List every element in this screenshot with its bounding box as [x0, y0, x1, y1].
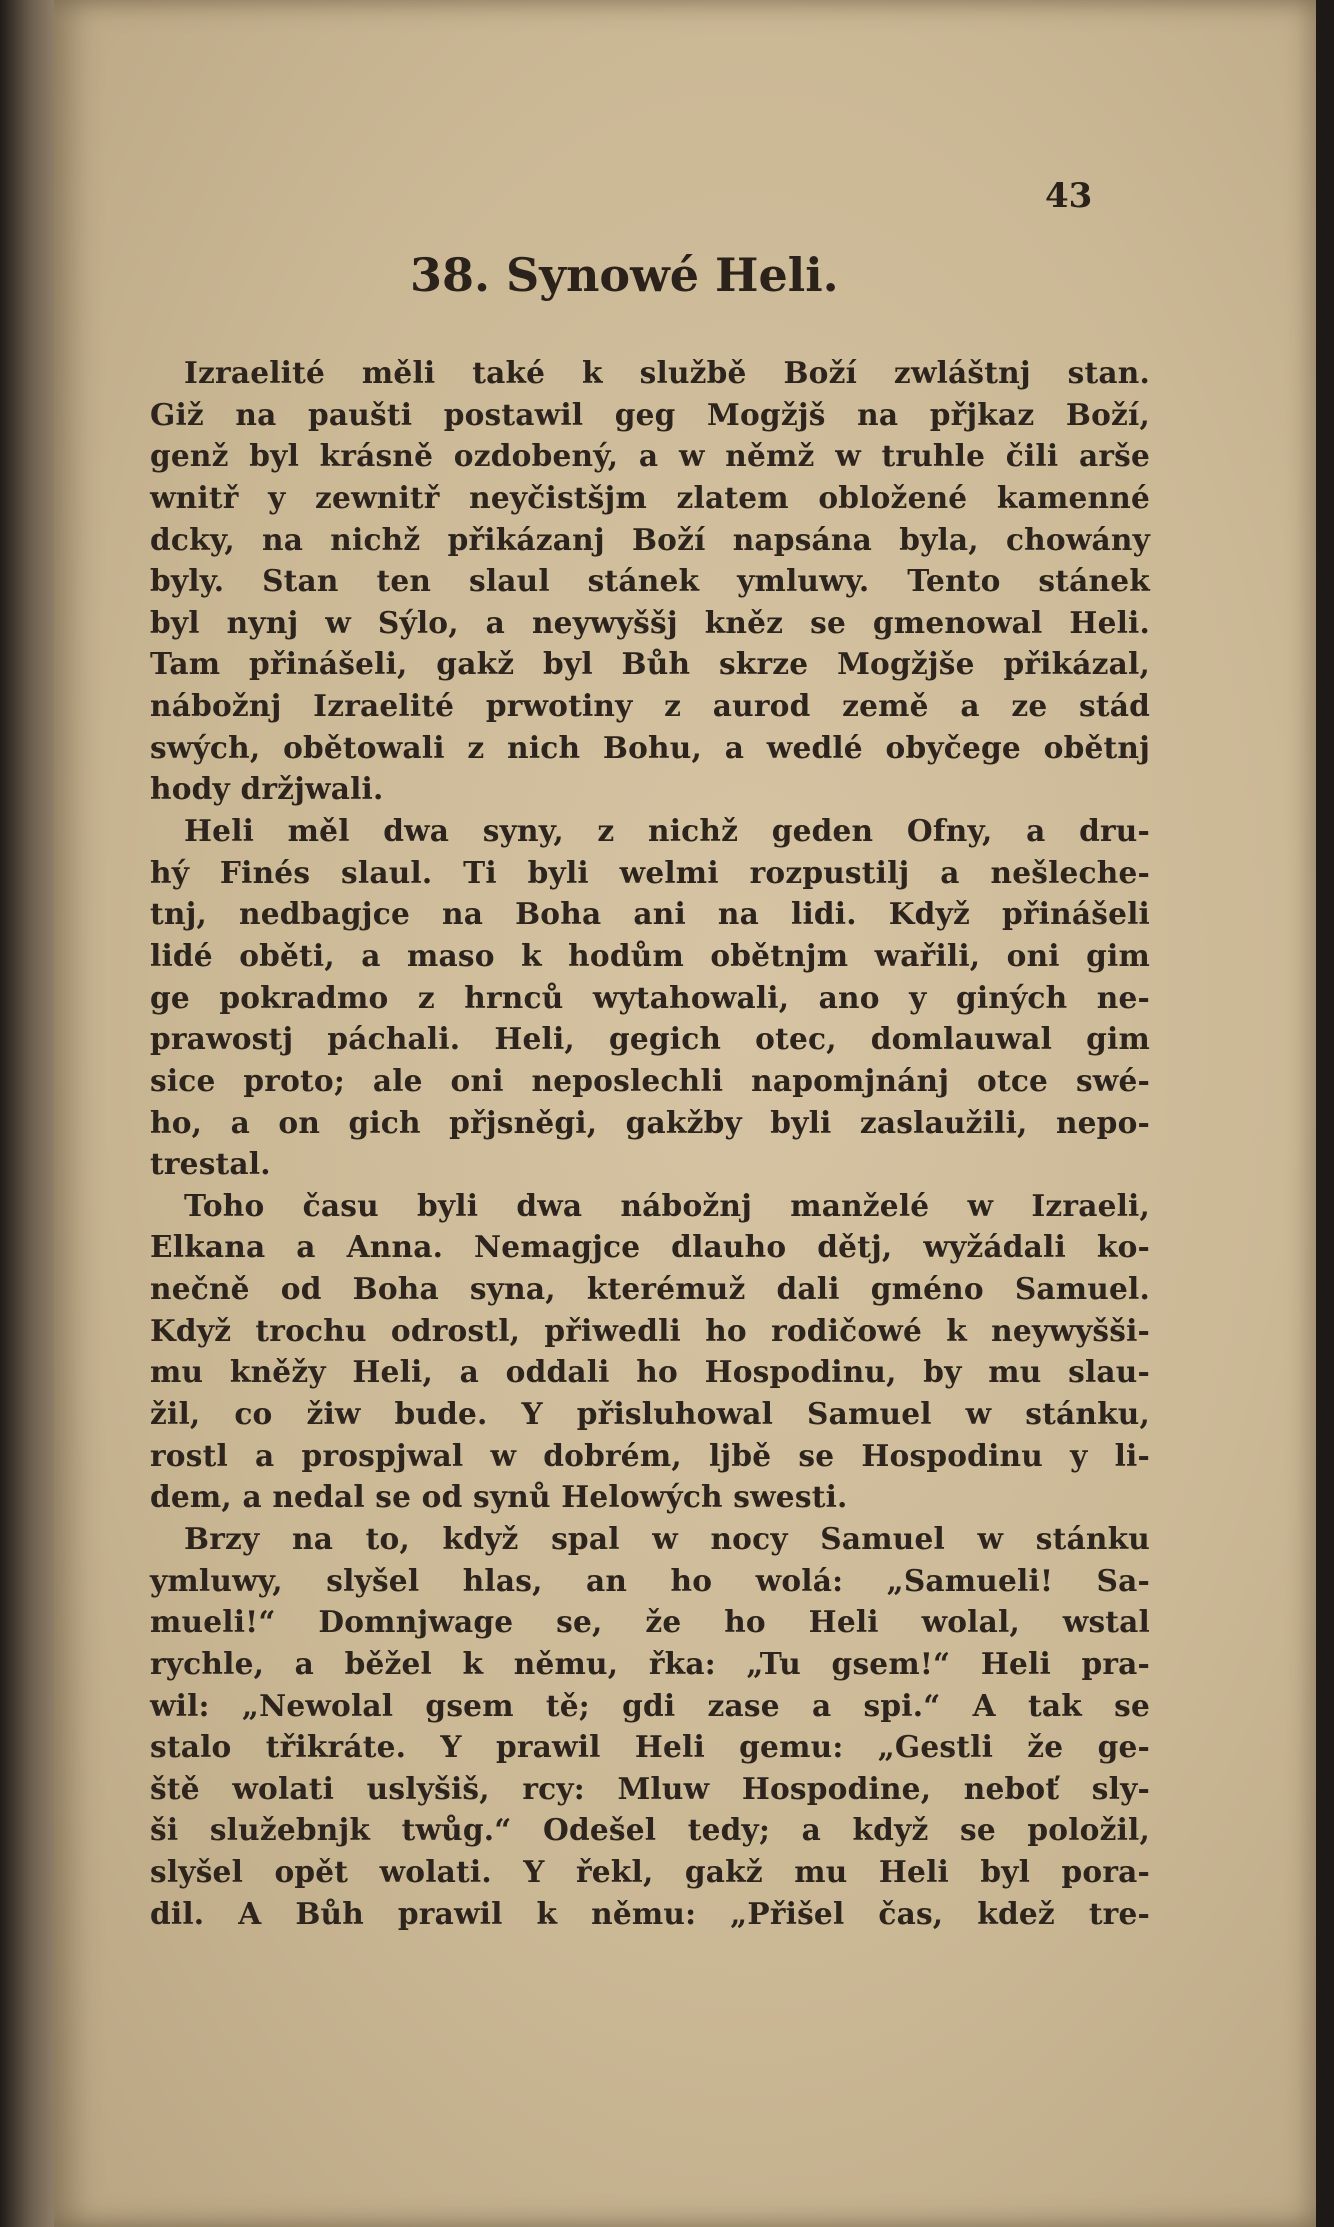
text-line: lidé oběti, a maso k hodům obětnjm wařili, oni gim [150, 937, 1150, 973]
text-line: rostl a prospjwal w dobrém, ljbě se Hospodinu y li- [150, 1437, 1150, 1473]
text-line: Toho času byli dwa nábožnj manželé w Izraeli, [184, 1187, 1150, 1223]
text-line: Brzy na to, když spal w nocy Samuel w stánku [184, 1520, 1150, 1556]
text-line: ymluwy, slyšel hlas, an ho wolá: „Samueli! Sa- [150, 1562, 1150, 1598]
text-line: ště wolati uslyšiš, rcy: Mluw Hospodine, neboť sly- [150, 1770, 1150, 1806]
text-line: tnj, nedbagjce na Boha ani na lidi. Když přinášeli [150, 896, 1150, 932]
text-line: nečně od Boha syna, kterémuž dali gméno Samuel. [150, 1271, 1150, 1307]
text-line: ši služebnjk twůg.“ Odešel tedy; a když se položil, [150, 1812, 1150, 1848]
text-line: stalo třikráte. Y prawil Heli gemu: „Gestli že ge- [150, 1729, 1150, 1765]
text-line: žil, co žiw bude. Y přisluhowal Samuel w stánku, [150, 1396, 1150, 1432]
text-line: trestal. [150, 1146, 271, 1182]
text-line: Izraelité měli také k službě Boží zwláštnj stan. [184, 355, 1150, 390]
text-line: genž byl krásně ozdobený, a w němž w truhle čili arše [150, 438, 1150, 474]
page-number: 43 [1045, 176, 1093, 216]
text-line: mu kněžy Heli, a oddali ho Hospodinu, by mu slau- [150, 1354, 1150, 1390]
text-line: Elkana a Anna. Nemagjce dlauho dětj, wyžádali ko- [150, 1229, 1150, 1265]
text-line: wil: „Newolal gsem tě; gdi zase a spi.“ A tak se [150, 1687, 1150, 1723]
text-line: Tam přinášeli, gakž byl Bůh skrze Mogžjše přikázal, [150, 646, 1150, 682]
text-line: Když trochu odrostl, přiwedli ho rodičowé k neywyšši- [150, 1312, 1150, 1348]
text-line: byl nynj w Sýlo, a neywyššj kněz se gmenowal Heli. [150, 604, 1150, 640]
text-line: ge pokradmo z hrnců wytahowali, ano y giných ne- [150, 979, 1150, 1015]
text-line: Heli měl dwa syny, z nichž geden Ofny, a dru- [184, 813, 1150, 849]
chapter-title: 38. Synowé Heli. [410, 248, 839, 302]
body-text [150, 352, 1150, 1934]
book-spine-edge [0, 0, 54, 2227]
text-line: mueli!“ Domnjwage se, že ho Heli wolal, wstal [150, 1604, 1150, 1640]
text-line: prawostj páchali. Heli, gegich otec, domlauwal gim [150, 1021, 1150, 1057]
text-line: nábožnj Izraelité prwotiny z aurod země a ze stád [150, 688, 1150, 724]
text-line: rychle, a běžel k němu, řka: „Tu gsem!“ Heli pra- [150, 1645, 1150, 1681]
text-line: sice proto; ale oni neposlechli napomjnánj otce swé- [150, 1062, 1150, 1098]
text-line: swých, obětowali z nich Bohu, a wedlé obyčege obětnj [150, 729, 1150, 765]
text-line: dem, a nedal se od synů Helowých swesti. [150, 1479, 848, 1515]
text-line: ho, a on gich přjsněgi, gakžby byli zaslaužili, nepo- [150, 1104, 1150, 1140]
text-line: hý Finés slaul. Ti byli welmi rozpustilj a nešleche- [150, 854, 1150, 890]
text-line: dil. A Bůh prawil k němu: „Přišel čas, kdež tre- [150, 1895, 1150, 1931]
text-line: slyšel opět wolati. Y řekl, gakž mu Heli byl pora- [150, 1854, 1150, 1890]
text-line: Giž na paušti postawil geg Mogžjš na přjkaz Boží, [150, 396, 1150, 432]
text-line: hody držjwali. [150, 771, 384, 807]
text-line: dcky, na nichž přikázanj Boží napsána byla, chowány [150, 521, 1150, 557]
text-line: wnitř y zewnitř neyčistšjm zlatem obložené kamenné [150, 479, 1150, 515]
text-line: byly. Stan ten slaul stánek ymluwy. Tento stánek [150, 563, 1150, 599]
page-right-edge [1316, 0, 1334, 2227]
